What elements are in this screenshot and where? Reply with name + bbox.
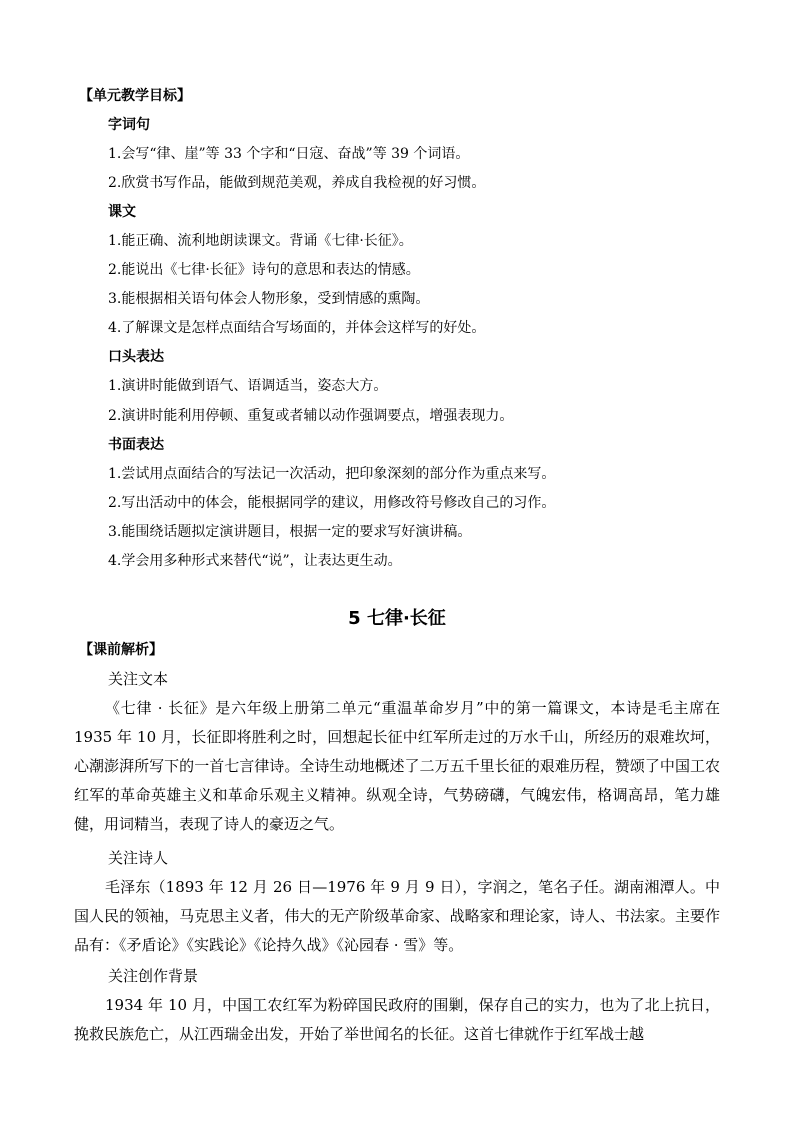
- goal-item: 3.能围绕话题拟定演讲题目，根据一定的要求写好演讲稿。: [108, 524, 472, 540]
- text-focus-paragraph: 《七律 · 长征》是六年级上册第二单元“重温革命岁月”中的第一篇课文，本诗是毛主席在 1935 年 10 月，长征即将胜利之时，回想起长征中红军所走过的万水千山，所经历的艰难坎坷，心潮澎湃所写下的一首七言律诗。全诗生动地概述了二万五千里长征的艰难历程，赞颂了中国工农红军的革命英雄主义和革命乐观主义精神。纵观全诗，气势磅礴，气魄宏伟，格调高昂，笔力雄健，用词精当，表现了诗人的豪迈之气。: [74, 699, 720, 833]
- poet-focus-paragraph: 毛泽东（1893 年 12 月 26 日—1976 年 9 月 9 日），字润之，笔名子任。湖南湘潭人。中国人民的领袖，马克思主义者，伟大的无产阶级革命家、战略家和理论家，诗人、书法家。主要作品有：《矛盾论》《实践论》《论持久战》《沁园春 · 雪》等。: [74, 878, 720, 954]
- section-title-writing: 书面表达: [108, 437, 164, 453]
- analysis-heading: 【课前解析】: [79, 642, 163, 658]
- text-focus-label: 关注文本: [108, 670, 169, 688]
- goal-item: 4.学会用多种形式来替代“说”，让表达更生动。: [108, 553, 402, 569]
- goal-item: 1.演讲时能做到语气、语调适当，姿态大方。: [108, 378, 388, 394]
- goal-item: 2.欣赏书写作品，能做到规范美观，养成自我检视的好习惯。: [108, 175, 486, 191]
- background-paragraph: 1934 年 10 月，中国工农红军为粉碎国民政府的围剿，保存自己的实力，也为了北上抗日，挽救民族危亡，从江西瑞金出发，开始了举世闻名的长征。这首七律就作于红军战士越: [74, 996, 720, 1043]
- lesson-title: 5 七律·长征: [348, 608, 446, 629]
- goal-item: 1.能正确、流利地朗读课文。背诵《七律·长征》。: [108, 233, 413, 249]
- goal-item: 2.能说出《七律·长征》诗句的意思和表达的情感。: [108, 262, 420, 278]
- section-title-vocabulary: 字词句: [108, 117, 150, 133]
- background-label: 关注创作背景: [108, 967, 199, 985]
- goal-item: 1.会写“律、崖”等 33 个字和“日寇、奋战”等 39 个词语。: [108, 146, 470, 162]
- section-title-text: 课文: [108, 204, 136, 220]
- goal-item: 3.能根据相关语句体会人物形象，受到情感的熏陶。: [108, 291, 430, 307]
- goal-item: 2.演讲时能利用停顿、重复或者辅以动作强调要点，增强表现力。: [108, 408, 514, 424]
- section-title-oral: 口头表达: [108, 349, 164, 365]
- goal-item: 4.了解课文是怎样点面结合写场面的，并体会这样写的好处。: [108, 320, 486, 336]
- poet-focus-label: 关注诗人: [108, 849, 169, 867]
- goal-item: 2.写出活动中的体会，能根据同学的建议，用修改符号修改自己的习作。: [108, 495, 556, 511]
- unit-goals-heading: 【单元教学目标】: [79, 88, 191, 104]
- goal-item: 1.尝试用点面结合的写法记一次活动，把印象深刻的部分作为重点来写。: [108, 466, 556, 482]
